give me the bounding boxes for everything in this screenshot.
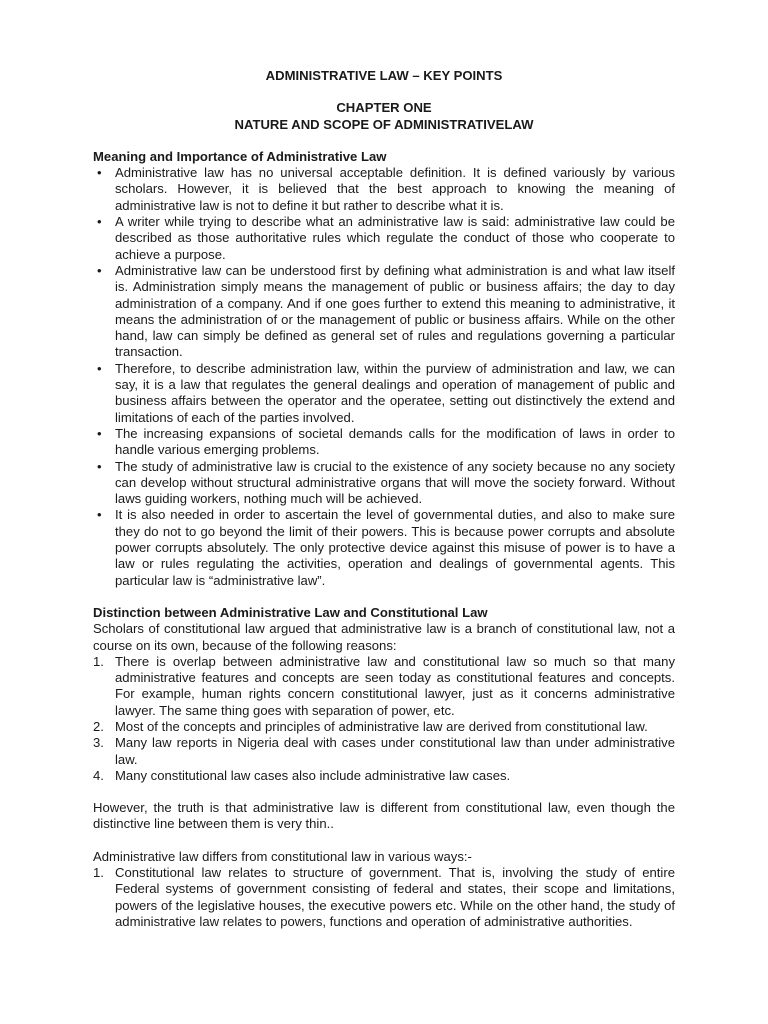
bullet-item: • Therefore, to describe administration law, within the purview of administration and law, we can say, it is a law that regulates the general dealings and operation of management of public and business affairs between the operator and the operatee, setting out distinctively the extend and limitations of each of the parties involved. (97, 360, 675, 425)
distinction-intro: Scholars of constitutional law argued that administrative law is a branch of constitutional law, not a course on its own, because of the following reasons: (93, 621, 675, 653)
meaning-bullet-list (93, 165, 675, 589)
document-title: ADMINISTRATIVE LAW – KEY POINTS (265, 68, 503, 83)
chapter-subtitle: NATURE AND SCOPE OF ADMINISTRATIVELAW (234, 116, 534, 132)
bullet-item: • Administrative law has no universal acceptable definition. It is defined variously by various scholars. However, it is believed that the best approach to knowing the meaning of administrative law is not to define it but rather to describe what it is. (97, 165, 675, 213)
however-paragraph: However, the truth is that administrative law is different from constitutional law, even though the distinctive line between them is very thin.. (93, 800, 675, 832)
reasons-list (93, 654, 675, 784)
bullet-item: • Administrative law can be understood first by defining what administration is and what law itself is. Administration simply means the management of public or business affairs; the day to day administration of a company. And if one goes further to extend this meaning to administrative, it means the administration of or the management of public or business affairs. While on the other hand, law can simply be defined as general set of rules and regulations governing a particular transaction. (97, 262, 675, 360)
spacer (93, 589, 675, 605)
bullet-item: • The increasing expansions of societal demands calls for the modification of laws in order to handle various emerging problems. (97, 425, 675, 458)
spacer (93, 784, 675, 800)
differs-intro: Administrative law differs from constitutional law in various ways:- (93, 848, 472, 864)
bullet-icon: • (97, 165, 102, 181)
bullet-icon: • (97, 360, 102, 376)
list-item: 1. Constitutional law relates to structure of government. That is, involving the study of entire Federal systems of government consisting of federal and states, their scope and limitations, powers of the legislative houses, the executive powers etc. While on the other hand, the study of administrative law relates to powers, functions and operation of administrative authorities. (93, 865, 675, 929)
section-heading-distinction: Distinction between Administrative Law and Constitutional Law (93, 604, 488, 620)
list-item: 2. Most of the concepts and principles of administrative law are derived from constitutional law. (93, 718, 648, 734)
bullet-icon: • (97, 507, 102, 523)
bullet-icon: • (97, 262, 102, 278)
bullet-icon: • (97, 458, 102, 474)
list-item: 3. Many law reports in Nigeria deal with cases under constitutional law than under administrative law. (93, 735, 675, 767)
differences-list (93, 865, 675, 930)
section-heading-meaning: Meaning and Importance of Administrative Law (93, 148, 387, 164)
chapter-label: CHAPTER ONE (336, 100, 432, 116)
list-item: 1. There is overlap between administrative law and constitutional law so much so that many administrative features and concepts are seen today as constitutional features and concepts. For example, human rights concern constitutional lawyer, just as it concerns administrative lawyer. The same thing goes with separation of power, etc. (93, 653, 675, 718)
bullet-item: • It is also needed in order to ascertain the level of governmental duties, and also to make sure they do not to go beyond the limit of their powers. This is because power corrupts and absolute power corrupts absolutely. The only protective device against this misuse of power is to have a law or rules regulating the activities, operation and dealings of governmental agents. This particular law is “administrative law”. (97, 507, 675, 588)
list-item: 4. Many constitutional law cases also include administrative law cases. (93, 767, 511, 783)
bullet-icon: • (97, 425, 102, 441)
bullet-icon: • (97, 214, 102, 230)
bullet-item: • The study of administrative law is crucial to the existence of any society because no any society can develop without structural administrative organs that will move the society forward. Without laws guiding workers, nothing much will be achieved. (97, 458, 675, 507)
spacer (93, 833, 675, 849)
bullet-item: • A writer while trying to describe what an administrative law is said: administrative law could be described as those authoritative rules which regulate the conduct of those who cooperate to achieve a purpose. (97, 214, 675, 262)
